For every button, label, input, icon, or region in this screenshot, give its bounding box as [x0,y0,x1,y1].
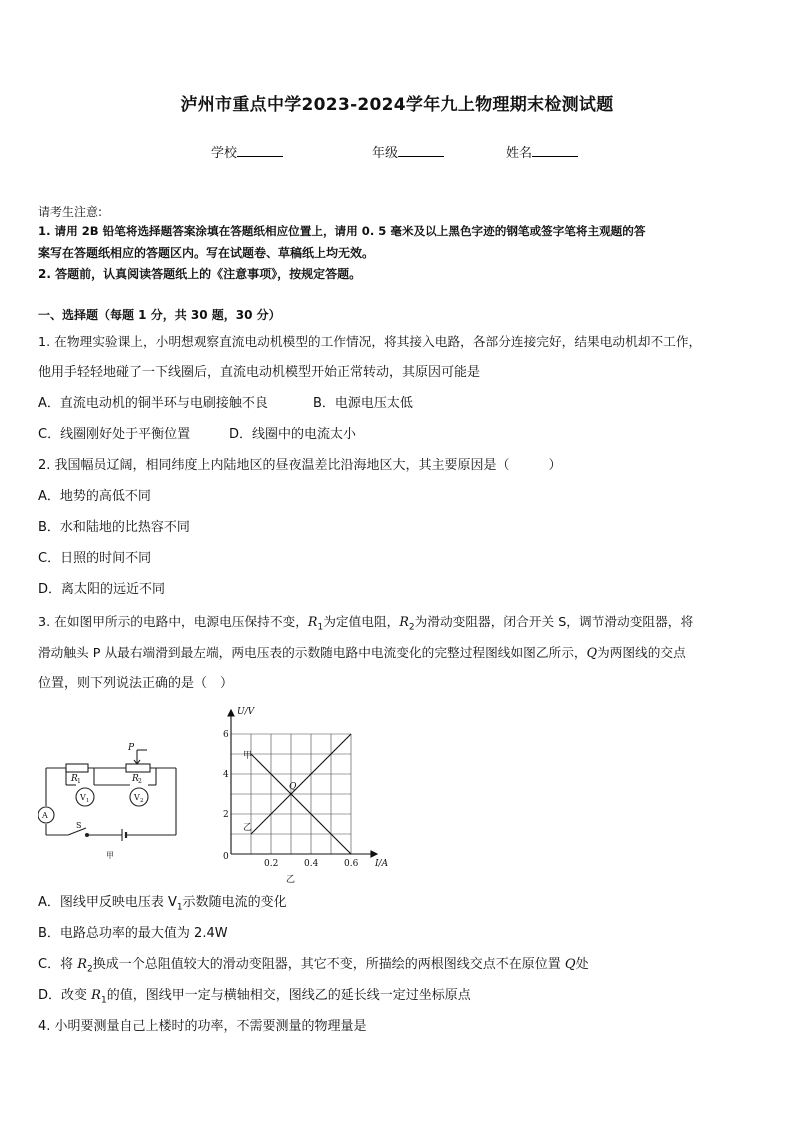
name-label: 姓名 [506,146,533,161]
q3-option-b: B．电路总功率的最大值为 2.4W [38,926,228,941]
x-tick-label: 0.2 [264,859,279,869]
grade-label: 年级 [372,146,399,161]
q3-text-3: 为滑动变阻器，闭合开关 S，调节滑动变阻器，将 [414,614,694,629]
school-blank[interactable] [237,144,283,157]
q3-option-c-sub: 2 [87,964,93,975]
intersection-label: Q [289,782,297,792]
label-r2: R [132,774,139,784]
graph-caption: 乙 [286,875,296,885]
q1-option-a: A．直流电动机的铜半环与电刷接触不良 [38,396,268,411]
q2-option-d: D．离太阳的远近不同 [38,582,166,597]
q3-r2-symbol: R [399,614,409,629]
q3-option-a-text-2: 示数随电流的变化 [182,895,287,910]
q2-option-c: C．日照的时间不同 [38,551,152,566]
q3-r2-sub: 2 [408,622,415,633]
page-title: 泸州市重点中学2023-2024学年九上物理期末检测试题 [180,95,614,115]
x-tick-label: 0.4 [304,859,319,869]
q1-stem-line1: 1. 在物理实验课上，小明想观察直流电动机模型的工作情况，将其接入电路，各部分连接完好，结果电动机却不工作， [38,334,702,349]
label-v1: V [80,793,86,802]
q3-option-d-text-1: D．改变 [38,988,92,1003]
q2-option-b: B．水和陆地的比热容不同 [38,520,190,535]
x-tick-label: 0.6 [344,859,359,869]
q3-option-d-sub: 1 [100,995,107,1006]
q1-option-d: D．线圈中的电流太小 [229,427,357,442]
graph-iu [218,700,398,885]
q3-text-1: 3. 在如图甲所示的电路中，电源电压保持不变， [38,614,308,629]
series-line-0 [251,754,351,854]
notice-item2: 2. 答题前，认真阅读答题纸上的《注意事项》，按规定答题。 [38,267,362,281]
grade-blank[interactable] [398,144,444,157]
q3-option-c-r: R [77,957,88,972]
school-label: 学校 [211,146,238,161]
notice-item1-line2: 案写在答题纸相应的答题区内。写在试题卷、草稿纸上均无效。 [38,246,375,260]
y-tick-label: 6 [223,730,229,740]
q3-option-c-text-3: 处 [575,957,589,972]
q1-option-b: B．电源电压太低 [313,396,413,411]
q3-option-c [38,957,589,978]
q3-option-d-text-2: 的值，图线甲一定与横轴相交，图线乙的延长线一定过坐标原点 [106,988,471,1003]
q3-text-4: 滑动触头 P 从最右端滑到最左端，两电压表的示数随电路中电流变化的完整过程图线如图乙所示， [38,645,587,660]
q3-option-c-text-2: 换成一个总阻值较大的滑动变阻器，其它不变，所描绘的两根图线交点不在原位置 [92,957,565,972]
y-axis-arrow [228,710,234,716]
circuit-diagram [38,740,183,865]
q3-option-a-sub: 1 [176,902,183,913]
resistor-r2 [126,764,150,772]
school-field [211,142,283,161]
q3-option-a [38,895,287,916]
q3-r1-sub: 1 [317,622,324,633]
section-heading: 一、选择题（每题 1 分，共 30 题，30 分） [38,308,281,322]
q1-option-c: C．线圈刚好处于平衡位置 [38,427,191,442]
q3-stem-line1 [38,614,693,636]
x-axis-label: I/A [375,859,389,869]
q3-text-5: 为两图线的交点 [597,645,686,660]
series-label-jia: 甲 [243,751,253,761]
name-blank[interactable] [532,144,578,157]
q3-text-2: 为定值电阻， [323,614,400,629]
label-v2-sub: 2 [140,798,144,804]
origin-label: 0 [223,852,229,862]
notice-heading: 请考生注意: [38,205,103,219]
label-s: S [76,821,82,830]
series-label-yi: 乙 [243,823,253,833]
label-v1-sub: 1 [86,798,90,804]
q2-option-a: A．地势的高低不同 [38,489,151,504]
x-axis-arrow [371,851,377,857]
resistor-r1 [66,764,88,772]
y-tick-label: 2 [223,810,229,820]
y-tick-label: 4 [223,770,229,780]
q3-option-d-r: R [91,988,101,1003]
q4-stem: 4. 小明要测量自己上楼时的功率，不需要测量的物理量是 [38,1019,367,1034]
q3-option-d [38,988,471,1009]
q2-stem: 2. 我国幅员辽阔，相同纬度上内陆地区的昼夜温差比沿海地区大，其主要原因是（ ） [38,458,562,473]
label-v2: V [134,793,140,802]
notice-item1-line1: 1. 请用 2B 铅笔将选择题答案涂填在答题纸相应位置上，请用 0. 5 毫米及以上黑色字迹的钢笔或签字笔将主观题的答 [38,224,646,238]
circuit-caption: 甲 [106,851,114,860]
label-r2-sub: 2 [138,778,142,785]
grade-field [372,142,444,161]
series-line-1 [251,734,351,834]
name-field [506,142,578,161]
q3-stem-line2 [38,645,686,661]
q3-r1-symbol: R [307,614,318,629]
q3-option-a-text-1: A．图线甲反映电压表 V [38,895,177,910]
q3-option-c-text-1: C．将 [38,957,78,972]
q1-stem-line2: 他用手轻轻地碰了一下线圈后，直流电动机模型开始正常转动，其原因可能是 [38,365,481,380]
q3-stem-line3: 位置，则下列说法正确的是（ ） [38,676,234,691]
y-axis-label: U/V [237,707,255,717]
label-r1-sub: 1 [77,778,81,785]
label-a: A [42,811,48,820]
label-r1: R [71,774,78,784]
q3-q-symbol: Q [586,645,597,660]
q3-option-c-q: Q [564,957,576,972]
label-p: P [128,743,135,753]
